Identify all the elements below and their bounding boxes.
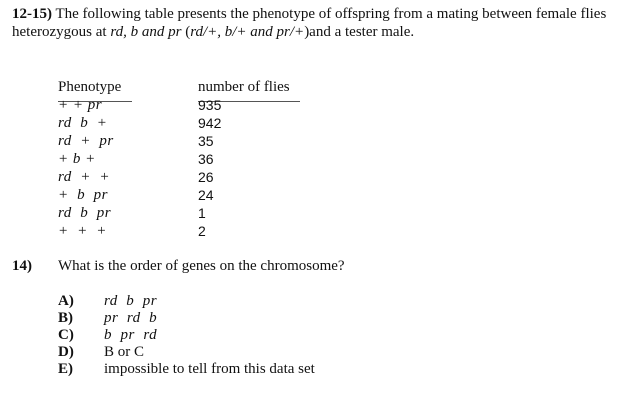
row-count: 935 xyxy=(198,97,222,113)
table-row xyxy=(58,186,328,204)
row-count: 942 xyxy=(198,115,222,131)
row-count: 36 xyxy=(198,151,214,167)
answer-letter: D) xyxy=(58,344,74,360)
answer-choices xyxy=(58,293,578,378)
row-count: 2 xyxy=(198,223,206,239)
answer-text: b pr rd xyxy=(104,327,158,343)
phenotype-table xyxy=(58,78,328,240)
intro-text-1: The following table presents the phenotype of offspring from a mating between female flies heterozygous at xyxy=(12,6,607,40)
intro-genes: rd, b and pr xyxy=(110,24,182,40)
row-phenotype: + + pr xyxy=(58,97,103,113)
answer-choice-a xyxy=(58,293,578,310)
row-phenotype: rd + + xyxy=(58,169,111,185)
answer-letter: E) xyxy=(58,361,73,377)
answer-choice-d xyxy=(58,344,578,361)
answer-letter: C) xyxy=(58,327,74,343)
problem-number: 12-15) xyxy=(12,6,52,22)
answer-text: impossible to tell from this data set xyxy=(104,361,315,377)
question-text: What is the order of genes on the chromosome? xyxy=(58,258,345,274)
answer-choice-b xyxy=(58,310,578,327)
table-row xyxy=(58,168,328,186)
intro-genotype: rd/+, b/+ and pr/+ xyxy=(190,24,305,40)
table-row xyxy=(58,222,328,240)
problem-intro xyxy=(12,5,610,41)
row-phenotype: + + + xyxy=(58,223,107,239)
row-count: 1 xyxy=(198,205,206,221)
answer-letter: A) xyxy=(58,293,74,309)
intro-text-5: )and a tester male. xyxy=(304,24,415,40)
answer-text: pr rd b xyxy=(104,310,158,326)
table-row xyxy=(58,114,328,132)
answer-text: rd b pr xyxy=(104,293,158,309)
answer-choice-e xyxy=(58,361,578,378)
header-count: number of flies xyxy=(198,79,290,95)
table-row xyxy=(58,96,328,114)
table-row xyxy=(58,132,328,150)
intro-text-3: ( xyxy=(181,24,191,40)
header-phenotype: Phenotype xyxy=(58,79,122,95)
table-row xyxy=(58,150,328,168)
row-phenotype: + b pr xyxy=(58,187,108,203)
row-count: 26 xyxy=(198,169,214,185)
answer-text: B or C xyxy=(104,344,145,360)
row-count: 24 xyxy=(198,187,214,203)
row-phenotype: rd b + xyxy=(58,115,108,131)
table-row xyxy=(58,204,328,222)
row-phenotype: + b + xyxy=(58,151,96,167)
row-phenotype: rd + pr xyxy=(58,133,114,149)
question-number: 14) xyxy=(12,258,32,274)
row-count: 35 xyxy=(198,133,214,149)
answer-letter: B) xyxy=(58,310,73,326)
table-header xyxy=(58,78,328,96)
row-phenotype: rd b pr xyxy=(58,205,112,221)
answer-choice-c xyxy=(58,327,578,344)
